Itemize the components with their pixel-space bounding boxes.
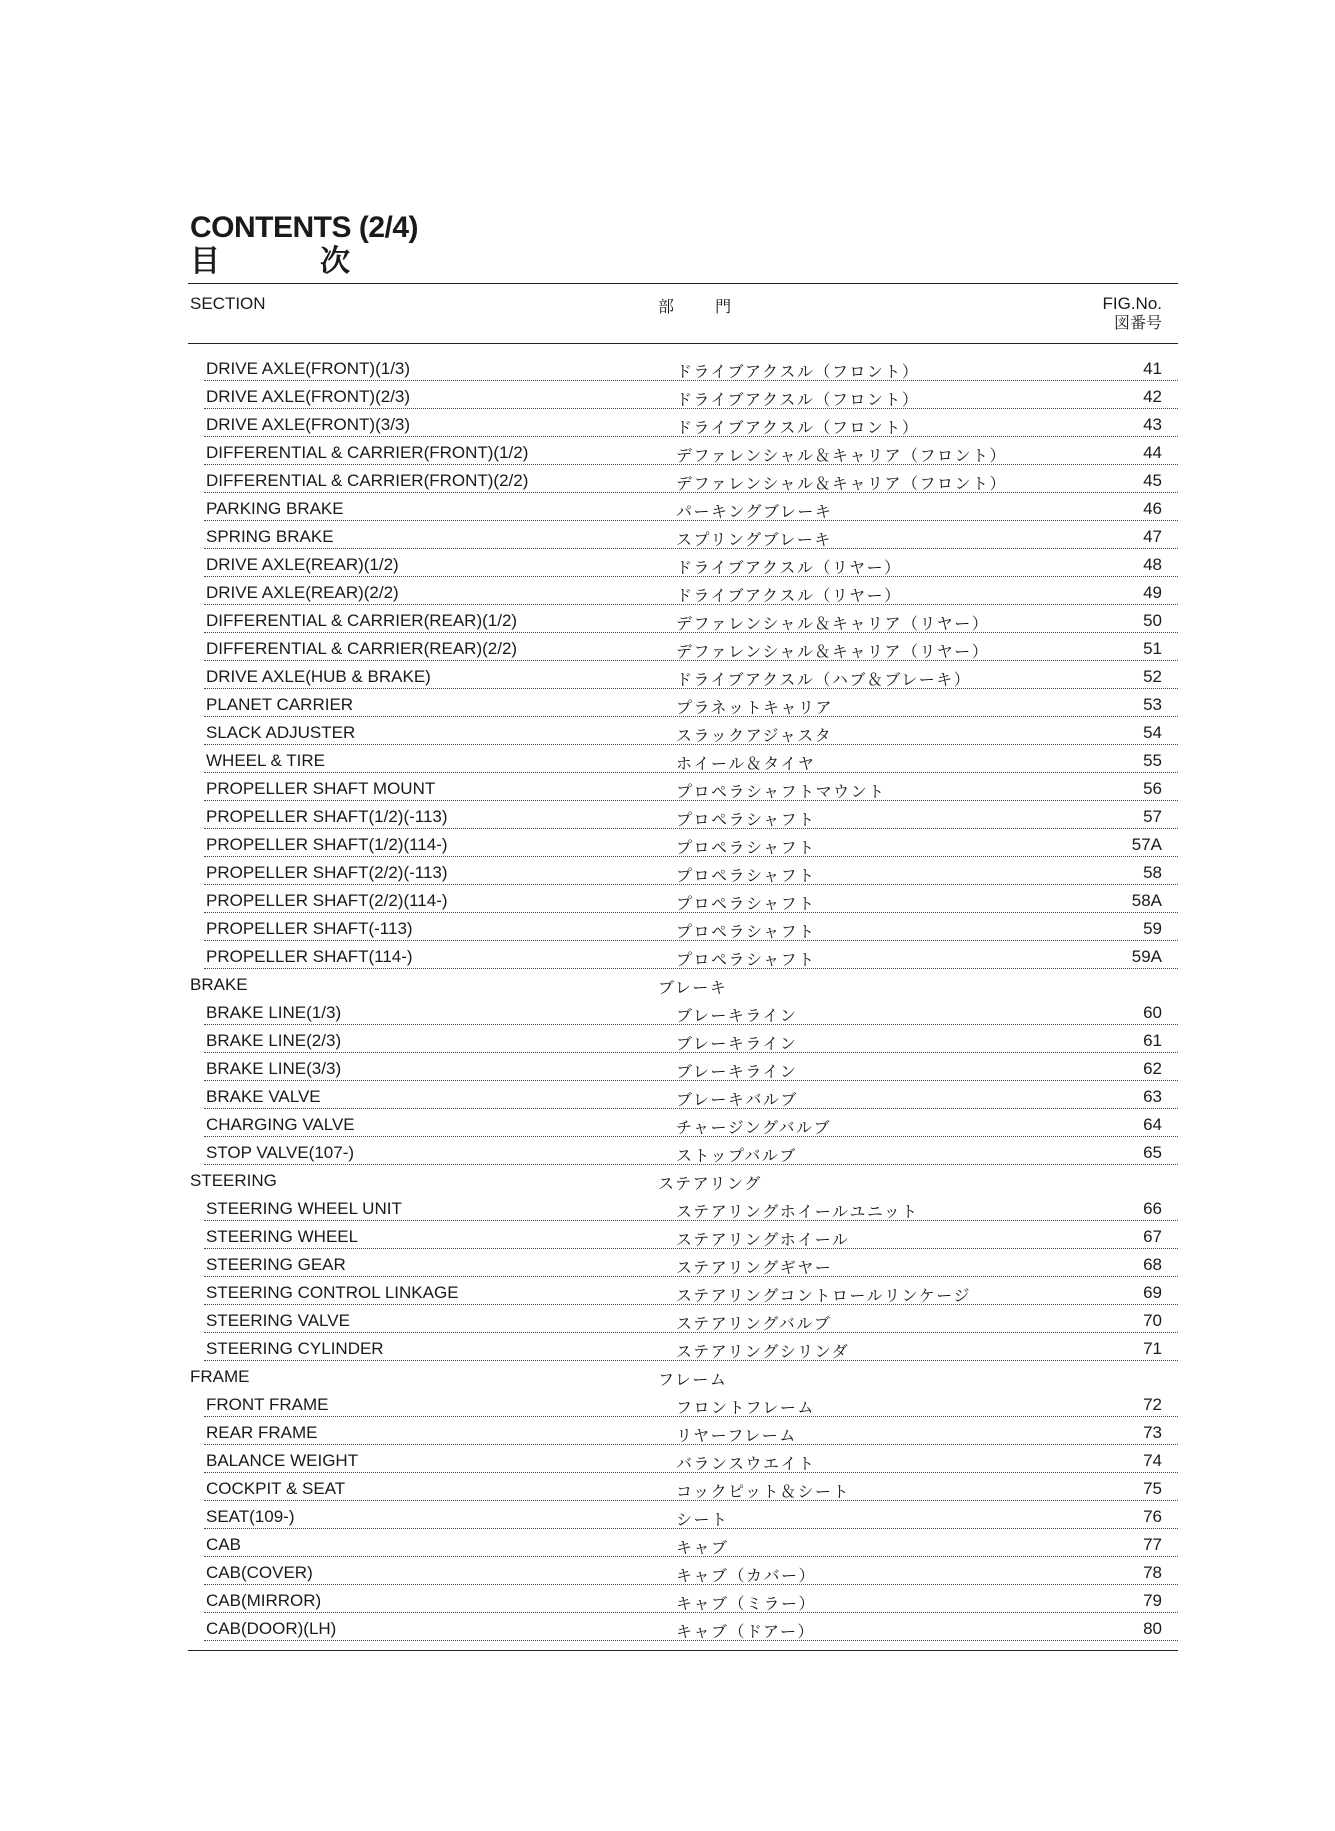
- table-row: [188, 1586, 1178, 1614]
- section-name: PROPELLER SHAFT(1/2)(114-): [206, 835, 448, 854]
- section-name-jp: プロペラシャフト: [676, 866, 816, 885]
- row-underline: [204, 1640, 1178, 1641]
- table-row: [188, 1026, 1178, 1054]
- fig-number: 42: [1143, 387, 1162, 406]
- fig-number: 70: [1143, 1311, 1162, 1330]
- row-underline: [204, 800, 1178, 801]
- section-name-jp: ブレーキライン: [676, 1006, 798, 1025]
- table-row: [188, 1418, 1178, 1446]
- section-name-jp: バランスウエイト: [676, 1454, 816, 1473]
- section-name: PROPELLER SHAFT(-113): [206, 919, 413, 938]
- row-underline: [204, 912, 1178, 913]
- table-row: [188, 914, 1178, 942]
- group-title: STEERING: [190, 1171, 277, 1190]
- section-name-jp: プラネットキャリア: [676, 698, 834, 717]
- group-title: BRAKE: [190, 975, 248, 994]
- section-name-jp: キャブ（ドアー）: [676, 1622, 816, 1641]
- section-name: PARKING BRAKE: [206, 499, 344, 518]
- section-name-jp: デファレンシャル＆キャリア（フロント）: [676, 474, 1008, 493]
- table-row: [188, 634, 1178, 662]
- section-name-jp: ドライブアクスル（フロント）: [676, 362, 920, 381]
- row-underline: [204, 1360, 1178, 1361]
- section-name: STOP VALVE(107-): [206, 1143, 355, 1162]
- fig-number: 58: [1143, 863, 1162, 882]
- group-title-jp: ブレーキ: [658, 978, 728, 997]
- fig-number: 72: [1143, 1395, 1162, 1414]
- section-name: BRAKE LINE(2/3): [206, 1031, 342, 1050]
- fig-number: 62: [1143, 1059, 1162, 1078]
- fig-number: 43: [1143, 415, 1162, 434]
- section-name: DRIVE AXLE(FRONT)(1/3): [206, 359, 411, 378]
- section-name-jp: ブレーキライン: [676, 1034, 798, 1053]
- section-name: STEERING CONTROL LINKAGE: [206, 1283, 459, 1302]
- table-row: [188, 606, 1178, 634]
- section-name-jp: ドライブアクスル（フロント）: [676, 418, 920, 437]
- section-name-jp: プロペラシャフト: [676, 894, 816, 913]
- row-underline: [204, 548, 1178, 549]
- fig-number: 67: [1143, 1227, 1162, 1246]
- section-name: STEERING WHEEL UNIT: [206, 1199, 402, 1218]
- row-underline: [204, 1080, 1178, 1081]
- page-title-jp-char-2: 次: [320, 244, 350, 279]
- table-row: [188, 942, 1178, 970]
- row-underline: [204, 688, 1178, 689]
- fig-number: 59: [1143, 919, 1162, 938]
- fig-number: 53: [1143, 695, 1162, 714]
- section-name: CAB: [206, 1535, 241, 1554]
- table-row: [188, 858, 1178, 886]
- table-row: [188, 494, 1178, 522]
- row-underline: [204, 576, 1178, 577]
- row-underline: [204, 408, 1178, 409]
- row-underline: [204, 828, 1178, 829]
- row-underline: [204, 1556, 1178, 1557]
- row-underline: [204, 1472, 1178, 1473]
- section-name: REAR FRAME: [206, 1423, 318, 1442]
- row-underline: [204, 884, 1178, 885]
- table-row: [188, 550, 1178, 578]
- fig-number: 56: [1143, 779, 1162, 798]
- table-row: [188, 1194, 1178, 1222]
- section-name-jp: デファレンシャル＆キャリア（リヤー）: [676, 614, 990, 633]
- page-title-jp-char-1: 目: [190, 244, 220, 279]
- section-name-jp: プロペラシャフト: [676, 922, 816, 941]
- section-name: SEAT(109-): [206, 1507, 295, 1526]
- table-row: [188, 1222, 1178, 1250]
- section-name: WHEEL & TIRE: [206, 751, 326, 770]
- row-underline: [204, 1304, 1178, 1305]
- row-underline: [204, 772, 1178, 773]
- section-name-jp: キャブ: [676, 1538, 729, 1557]
- section-name: STEERING WHEEL: [206, 1227, 359, 1246]
- section-name-jp: パーキングブレーキ: [676, 502, 833, 521]
- section-name-jp: デファレンシャル＆キャリア（リヤー）: [676, 642, 990, 661]
- row-underline: [204, 1164, 1178, 1165]
- section-name: SPRING BRAKE: [206, 527, 334, 546]
- table-row: [188, 466, 1178, 494]
- fig-number: 80: [1143, 1619, 1162, 1638]
- row-underline: [204, 1024, 1178, 1025]
- section-name-jp: リヤーフレーム: [676, 1426, 797, 1445]
- table-row: [188, 1110, 1178, 1138]
- fig-number: 58A: [1131, 891, 1162, 910]
- section-name-jp: フロントフレーム: [676, 1398, 815, 1417]
- fig-number: 71: [1143, 1339, 1162, 1358]
- table-row: [188, 1250, 1178, 1278]
- fig-number: 60: [1143, 1003, 1162, 1022]
- fig-number: 68: [1143, 1255, 1162, 1274]
- section-name-jp: プロペラシャフト: [676, 810, 816, 829]
- page-title-jp: [190, 244, 350, 280]
- section-name: PROPELLER SHAFT(2/2)(-113): [206, 863, 448, 882]
- section-name: PROPELLER SHAFT(1/2)(-113): [206, 807, 448, 826]
- section-name-jp: デファレンシャル＆キャリア（フロント）: [676, 446, 1008, 465]
- row-underline: [204, 1052, 1178, 1053]
- fig-number: 46: [1143, 499, 1162, 518]
- section-name: BALANCE WEIGHT: [206, 1451, 359, 1470]
- fig-number: 74: [1143, 1451, 1162, 1470]
- table-row: [188, 1446, 1178, 1474]
- section-name: DIFFERENTIAL & CARRIER(REAR)(1/2): [206, 611, 518, 630]
- section-name: STEERING CYLINDER: [206, 1339, 384, 1358]
- section-name-jp: プロペラシャフト: [676, 950, 816, 969]
- fig-number: 63: [1143, 1087, 1162, 1106]
- section-name-jp: ステアリングギヤー: [676, 1258, 833, 1277]
- row-underline: [204, 1528, 1178, 1529]
- fig-number: 48: [1143, 555, 1162, 574]
- section-name: DRIVE AXLE(REAR)(2/2): [206, 583, 399, 602]
- table-row: [188, 774, 1178, 802]
- table-row: [188, 1502, 1178, 1530]
- section-name: CAB(MIRROR): [206, 1591, 322, 1610]
- row-underline: [204, 380, 1178, 381]
- table-row: [188, 998, 1178, 1026]
- table-row: [188, 830, 1178, 858]
- section-name: DIFFERENTIAL & CARRIER(REAR)(2/2): [206, 639, 518, 658]
- section-name-jp: ホイール＆タイヤ: [676, 754, 816, 773]
- section-name-jp: ドライブアクスル（フロント）: [676, 390, 920, 409]
- row-underline: [204, 464, 1178, 465]
- section-name-jp: スラックアジャスタ: [676, 726, 833, 745]
- row-underline: [204, 968, 1178, 969]
- section-name: SLACK ADJUSTER: [206, 723, 356, 742]
- section-name: BRAKE VALVE: [206, 1087, 321, 1106]
- section-name: DRIVE AXLE(FRONT)(3/3): [206, 415, 411, 434]
- section-name: COCKPIT & SEAT: [206, 1479, 346, 1498]
- section-name: CAB(DOOR)(LH): [206, 1619, 337, 1638]
- row-underline: [204, 1444, 1178, 1445]
- row-underline: [204, 520, 1178, 521]
- table-header: [188, 284, 1178, 344]
- header-bumon: 部 門: [658, 297, 750, 316]
- row-underline: [204, 632, 1178, 633]
- row-underline: [204, 1500, 1178, 1501]
- section-name: PROPELLER SHAFT MOUNT: [206, 779, 436, 798]
- fig-number: 79: [1143, 1591, 1162, 1610]
- fig-number: 51: [1143, 639, 1162, 658]
- section-name: BRAKE LINE(3/3): [206, 1059, 342, 1078]
- fig-number: 45: [1143, 471, 1162, 490]
- fig-number: 57A: [1131, 835, 1162, 854]
- section-name: DRIVE AXLE(HUB & BRAKE): [206, 667, 431, 686]
- section-name-jp: シート: [676, 1510, 729, 1529]
- fig-number: 73: [1143, 1423, 1162, 1442]
- row-underline: [204, 1332, 1178, 1333]
- fig-number: 47: [1143, 527, 1162, 546]
- section-name: STEERING GEAR: [206, 1255, 346, 1274]
- section-name-jp: プロペラシャフト: [676, 838, 816, 857]
- row-underline: [204, 1612, 1178, 1613]
- row-underline: [204, 1416, 1178, 1417]
- section-name-jp: ドライブアクスル（リヤー）: [676, 558, 902, 577]
- section-name: DIFFERENTIAL & CARRIER(FRONT)(2/2): [206, 471, 529, 490]
- row-underline: [204, 660, 1178, 661]
- table-row: [188, 1390, 1178, 1418]
- table-row: [188, 438, 1178, 466]
- section-name-jp: チャージングバルブ: [676, 1118, 832, 1137]
- table-row: [188, 690, 1178, 718]
- section-name-jp: コックピット＆シート: [676, 1482, 851, 1501]
- table-row: [188, 662, 1178, 690]
- row-underline: [204, 856, 1178, 857]
- section-name: STEERING VALVE: [206, 1311, 350, 1330]
- row-underline: [204, 1248, 1178, 1249]
- fig-number: 50: [1143, 611, 1162, 630]
- section-name: FRONT FRAME: [206, 1395, 329, 1414]
- table-row: [188, 1082, 1178, 1110]
- header-fig-no-jp: 図番号: [1113, 313, 1162, 332]
- table-row: [188, 522, 1178, 550]
- table-row: [188, 886, 1178, 914]
- table-row: [188, 1278, 1178, 1306]
- table-row: [188, 1530, 1178, 1558]
- table-row: [188, 1558, 1178, 1586]
- table-row: [188, 1474, 1178, 1502]
- section-name: PROPELLER SHAFT(114-): [206, 947, 413, 966]
- fig-number: 54: [1143, 723, 1162, 742]
- table-row: [188, 802, 1178, 830]
- section-name-jp: ブレーキライン: [676, 1062, 798, 1081]
- fig-number: 75: [1143, 1479, 1162, 1498]
- contents-table: [188, 283, 1178, 1651]
- fig-number: 78: [1143, 1563, 1162, 1582]
- table-row: [188, 410, 1178, 438]
- table-row: [188, 1138, 1178, 1166]
- fig-number: 52: [1143, 667, 1162, 686]
- section-group-row: [188, 970, 1178, 998]
- section-name-jp: キャブ（カバー）: [676, 1566, 817, 1585]
- header-section: SECTION: [190, 294, 266, 313]
- section-name: DRIVE AXLE(REAR)(1/2): [206, 555, 399, 574]
- section-name-jp: ステアリングコントロールリンケージ: [676, 1286, 971, 1305]
- section-name-jp: ステアリングバルブ: [676, 1314, 832, 1333]
- section-name-jp: ドライブアクスル（ハブ＆ブレーキ）: [676, 670, 972, 689]
- table-row: [188, 746, 1178, 774]
- row-underline: [204, 1276, 1178, 1277]
- section-name: PROPELLER SHAFT(2/2)(114-): [206, 891, 448, 910]
- section-group-row: [188, 1166, 1178, 1194]
- row-underline: [204, 1220, 1178, 1221]
- section-group-row: [188, 1362, 1178, 1390]
- fig-number: 59A: [1131, 947, 1162, 966]
- row-underline: [204, 492, 1178, 493]
- row-underline: [204, 436, 1178, 437]
- section-name-jp: ドライブアクスル（リヤー）: [676, 586, 902, 605]
- table-row: [188, 1306, 1178, 1334]
- section-name-jp: ステアリングホイールユニット: [676, 1202, 919, 1221]
- table-row: [188, 354, 1178, 382]
- table-row: [188, 718, 1178, 746]
- section-name-jp: プロペラシャフトマウント: [676, 782, 886, 801]
- section-name-jp: ブレーキバルブ: [676, 1090, 798, 1109]
- fig-number: 69: [1143, 1283, 1162, 1302]
- fig-number: 57: [1143, 807, 1162, 826]
- group-title-jp: ステアリング: [658, 1174, 762, 1193]
- section-name: DRIVE AXLE(FRONT)(2/3): [206, 387, 411, 406]
- header-fig-no-en: FIG.No.: [1102, 294, 1162, 313]
- group-title-jp: フレーム: [658, 1370, 728, 1389]
- fig-number: 55: [1143, 751, 1162, 770]
- section-name: CAB(COVER): [206, 1563, 313, 1582]
- table-row: [188, 1054, 1178, 1082]
- table-bottom-rule: [188, 1650, 1178, 1651]
- row-underline: [204, 716, 1178, 717]
- fig-number: 64: [1143, 1115, 1162, 1134]
- row-underline: [204, 1108, 1178, 1109]
- section-name: DIFFERENTIAL & CARRIER(FRONT)(1/2): [206, 443, 529, 462]
- row-underline: [204, 940, 1178, 941]
- fig-number: 49: [1143, 583, 1162, 602]
- table-row: [188, 1614, 1178, 1642]
- table-row: [188, 578, 1178, 606]
- page-title: CONTENTS (2/4): [190, 211, 419, 244]
- row-underline: [204, 1136, 1178, 1137]
- table-row: [188, 382, 1178, 410]
- section-name-jp: ステアリングホイール: [676, 1230, 850, 1249]
- fig-number: 44: [1143, 443, 1162, 462]
- row-underline: [204, 604, 1178, 605]
- section-name-jp: ストップバルブ: [676, 1146, 797, 1165]
- row-underline: [204, 744, 1178, 745]
- section-name: CHARGING VALVE: [206, 1115, 355, 1134]
- section-name: PLANET CARRIER: [206, 695, 354, 714]
- fig-number: 41: [1143, 359, 1162, 378]
- section-name: BRAKE LINE(1/3): [206, 1003, 342, 1022]
- section-name-jp: キャブ（ミラー）: [676, 1594, 817, 1613]
- fig-number: 61: [1143, 1031, 1162, 1050]
- fig-number: 77: [1143, 1535, 1162, 1554]
- table-row: [188, 1334, 1178, 1362]
- fig-number: 76: [1143, 1507, 1162, 1526]
- table-body: [188, 344, 1178, 1642]
- header-fig-no: [1102, 294, 1162, 332]
- page-heading: [190, 212, 418, 280]
- section-name-jp: スプリングブレーキ: [676, 530, 832, 549]
- fig-number: 66: [1143, 1199, 1162, 1218]
- section-name-jp: ステアリングシリンダ: [676, 1342, 850, 1361]
- fig-number: 65: [1143, 1143, 1162, 1162]
- group-title: FRAME: [190, 1367, 250, 1386]
- row-underline: [204, 1584, 1178, 1585]
